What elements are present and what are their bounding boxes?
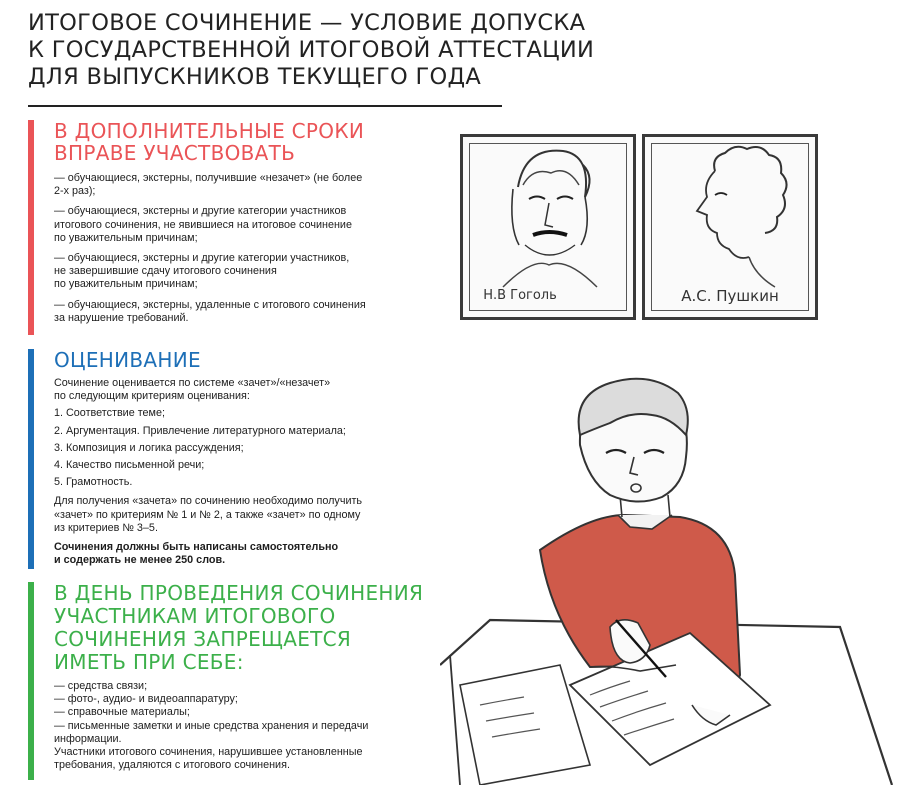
list-item: — справочные материалы;	[54, 706, 190, 719]
grading-heading: ОЦЕНИВАНИЕ	[54, 348, 201, 372]
exam-day-footer: Участники итогового сочинения, нарушившее установленные требования, удаляются с итогового сочинения.	[54, 746, 363, 772]
grading-intro: Сочинение оценивается по системе «зачет»/«незачет» по следующим критериям оценивания:	[54, 377, 331, 403]
exam-day-section	[28, 582, 474, 780]
pushkin-portrait	[642, 134, 818, 320]
section-accent-bar	[28, 120, 34, 335]
gogol-portrait	[460, 134, 636, 320]
criterion-item: 5. Грамотность.	[54, 476, 133, 489]
extra-terms-heading: В ДОПОЛНИТЕЛЬНЫЕ СРОКИ ВПРАВЕ УЧАСТВОВАТЬ	[54, 119, 365, 165]
extra-terms-list	[54, 172, 454, 325]
extra-terms-section	[28, 120, 454, 335]
list-item: — обучающиеся, экстерны, удаленные с итогового сочинения за нарушение требований.	[54, 298, 366, 324]
criterion-item: 1. Соответствие теме;	[54, 407, 165, 420]
criterion-item: 3. Композиция и логика рассуждения;	[54, 441, 244, 454]
list-item: — средства связи;	[54, 680, 148, 692]
criterion-item: 4. Качество письменной речи;	[54, 459, 205, 472]
grading-rule: Для получения «зачета» по сочинению необходимо получить «зачет» по критериям № 1 и № 2, а также «зачет» по одному из критериев № 3–5.	[54, 495, 363, 534]
title-divider	[28, 105, 502, 107]
title-line: К ГОСУДАРСТВЕННОЙ ИТОГОВОЙ АТТЕСТАЦИИ	[28, 37, 595, 63]
title-line: ДЛЯ ВЫПУСКНИКОВ ТЕКУЩЕГО ГОДА	[28, 64, 482, 90]
list-item: — письменные заметки и иные средства хранения и передачи информации.	[54, 719, 369, 745]
title-line: ИТОГОВОЕ СОЧИНЕНИЕ — УСЛОВИЕ ДОПУСКА	[28, 10, 586, 36]
section-accent-bar	[28, 349, 34, 569]
grading-note: Сочинения должны быть написаны самостоятельно и содержать не менее 250 слов.	[54, 541, 339, 567]
list-item: — обучающиеся, экстерны и другие категории участников итогового сочинения, не явившиеся на итоговое сочинение по уважительным причинам;	[54, 205, 352, 244]
criterion-item: 2. Аргументация. Привлечение литературного материала;	[54, 424, 346, 437]
section-accent-bar	[28, 582, 34, 780]
list-item: — обучающиеся, экстерны, получившие «незачет» (не более 2-х раз);	[54, 172, 363, 198]
gogol-caption: Н.В Гоголь	[483, 288, 557, 303]
prohibited-list	[54, 680, 474, 772]
list-item: — фото-, аудио- и видеоаппаратуру;	[54, 693, 238, 706]
exam-day-heading: В ДЕНЬ ПРОВЕДЕНИЯ СОЧИНЕНИЯ УЧАСТНИКАМ ИТОГОВОГО СОЧИНЕНИЯ ЗАПРЕЩАЕТСЯ ИМЕТЬ ПРИ СЕБЕ:	[54, 581, 424, 674]
list-item: — обучающиеся, экстерны и другие категории участников, не завершившие сдачу итогового сочинения по уважительным причинам;	[54, 252, 350, 291]
page-title	[28, 10, 628, 91]
student-illustration-icon	[440, 365, 900, 785]
pushkin-caption: А.С. Пушкин	[681, 287, 779, 305]
grading-section	[28, 349, 454, 569]
